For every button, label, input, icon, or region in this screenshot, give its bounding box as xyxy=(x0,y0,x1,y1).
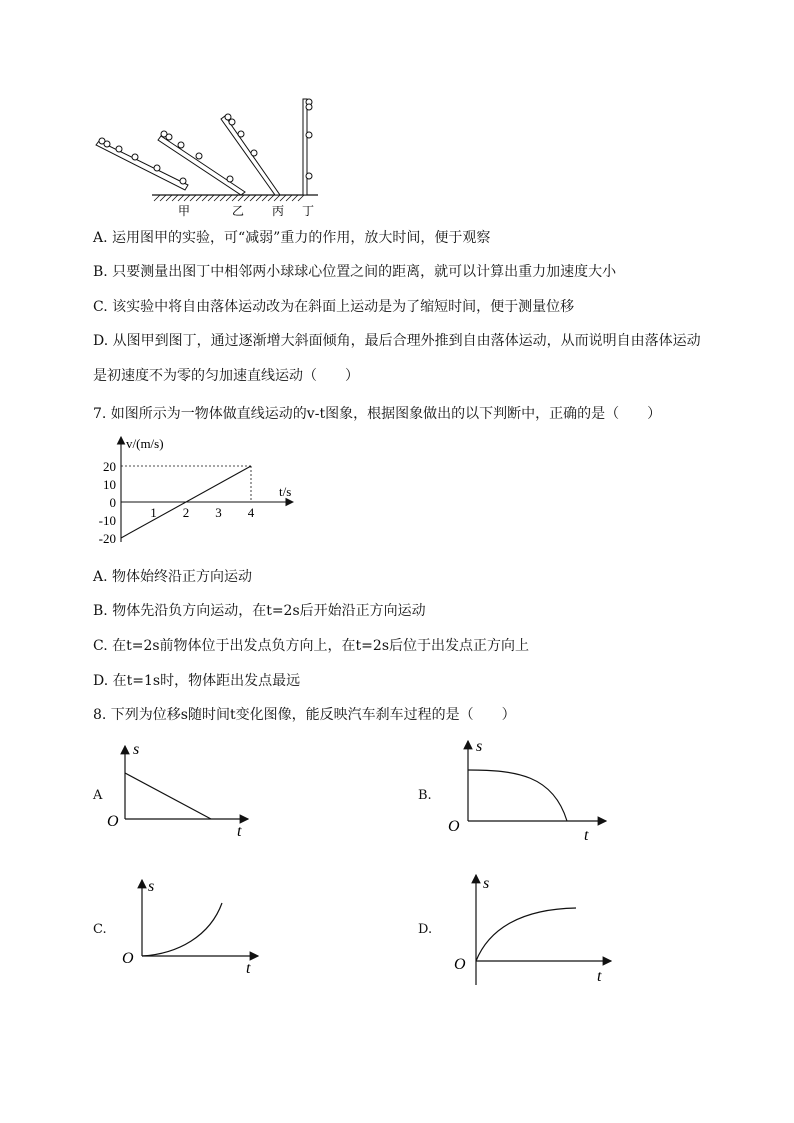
q8-option-d-label: D. xyxy=(418,922,433,937)
q6-option-a: A. 运用图甲的实验，可“减弱”重力的作用，放大时间，便于观察 xyxy=(93,230,491,246)
x-tick-label: 3 xyxy=(215,505,222,520)
q8-graph-d-t-label: t xyxy=(597,968,602,985)
q8-graph-c-curve xyxy=(142,903,222,956)
q8-graph-a-s-label: s xyxy=(133,741,140,758)
q8-graph-d-s-label: s xyxy=(483,875,490,892)
q6-option-d-continued: 是初速度不为零的匀加速直线运动（ ） xyxy=(93,368,359,384)
q8-graph-a-origin: O xyxy=(107,813,119,830)
q8-graph-d-curve xyxy=(476,908,576,961)
vt-chart xyxy=(88,433,308,558)
q8-graph-b-origin: O xyxy=(448,818,460,835)
y-tick-label: 20 xyxy=(103,459,116,474)
q8-graph-b-t-label: t xyxy=(584,827,589,844)
y-axis-label: v/(m/s) xyxy=(126,436,164,451)
q7-option-b: B. 物体先沿负方向运动，在t=2s后开始沿正方向运动 xyxy=(93,603,426,619)
q7-option-d: D. 在t=1s时，物体距出发点最远 xyxy=(93,673,301,689)
q8-graph-a xyxy=(103,740,253,840)
q8-graph-b xyxy=(441,737,611,845)
q8-stem: 8. 下列为位移s随时间t变化图像，能反映汽车刹车过程的是（ ） xyxy=(93,707,516,723)
x-tick-label: 2 xyxy=(182,505,190,520)
y-tick-label: 10 xyxy=(103,477,116,492)
q8-graph-a-t-label: t xyxy=(237,823,242,840)
q8-graph-b-curve xyxy=(468,770,567,821)
q8-option-a-label: A xyxy=(93,788,103,803)
x-tick-label: 4 xyxy=(247,505,255,520)
q8-graph-d xyxy=(451,871,616,987)
inclined-plane-figure xyxy=(90,95,330,220)
q8-graph-d-origin: O xyxy=(454,956,466,973)
q6-option-d: D. 从图甲到图丁，通过逐渐增大斜面倾角，最后合理外推到自由落体运动，从而说明自由落体运动 xyxy=(93,333,701,349)
q8-graph-a-curve xyxy=(125,773,211,819)
y-tick-label: 0 xyxy=(109,495,116,510)
q8-option-c-label: C. xyxy=(93,922,107,937)
q8-graph-c xyxy=(118,876,263,978)
q8-graph-c-s-label: s xyxy=(148,878,155,895)
q8-graph-b-s-label: s xyxy=(476,738,483,755)
q6-option-b: B. 只要测量出图丁中相邻两小球球心位置之间的距离，就可以计算出重力加速度大小 xyxy=(93,264,617,280)
ramp-label-jia: 甲 xyxy=(178,204,191,218)
x-tick-label: 1 xyxy=(150,505,157,520)
q8-graph-c-origin: O xyxy=(122,950,134,967)
q7-option-c: C. 在t=2s前物体位于出发点负方向上，在t=2s后位于出发点正方向上 xyxy=(93,638,530,654)
x-axis-label: t/s xyxy=(279,484,292,499)
ramp-label-yi: 乙 xyxy=(232,204,245,218)
ramp-label-ding: 丁 xyxy=(302,204,315,218)
q8-option-b-label: B. xyxy=(418,788,432,803)
q7-stem: 7. 如图所示为一物体做直线运动的v-t图象，根据图象做出的以下判断中，正确的是（ ） xyxy=(93,406,662,422)
q8-graph-c-t-label: t xyxy=(246,960,251,977)
ramp-label-bing: 丙 xyxy=(272,204,285,218)
y-tick-label: -10 xyxy=(98,513,116,528)
q7-option-a: A. 物体始终沿正方向运动 xyxy=(93,569,253,585)
y-tick-label: -20 xyxy=(98,531,116,546)
q6-option-c: C. 该实验中将自由落体运动改为在斜面上运动是为了缩短时间，便于测量位移 xyxy=(93,299,575,315)
